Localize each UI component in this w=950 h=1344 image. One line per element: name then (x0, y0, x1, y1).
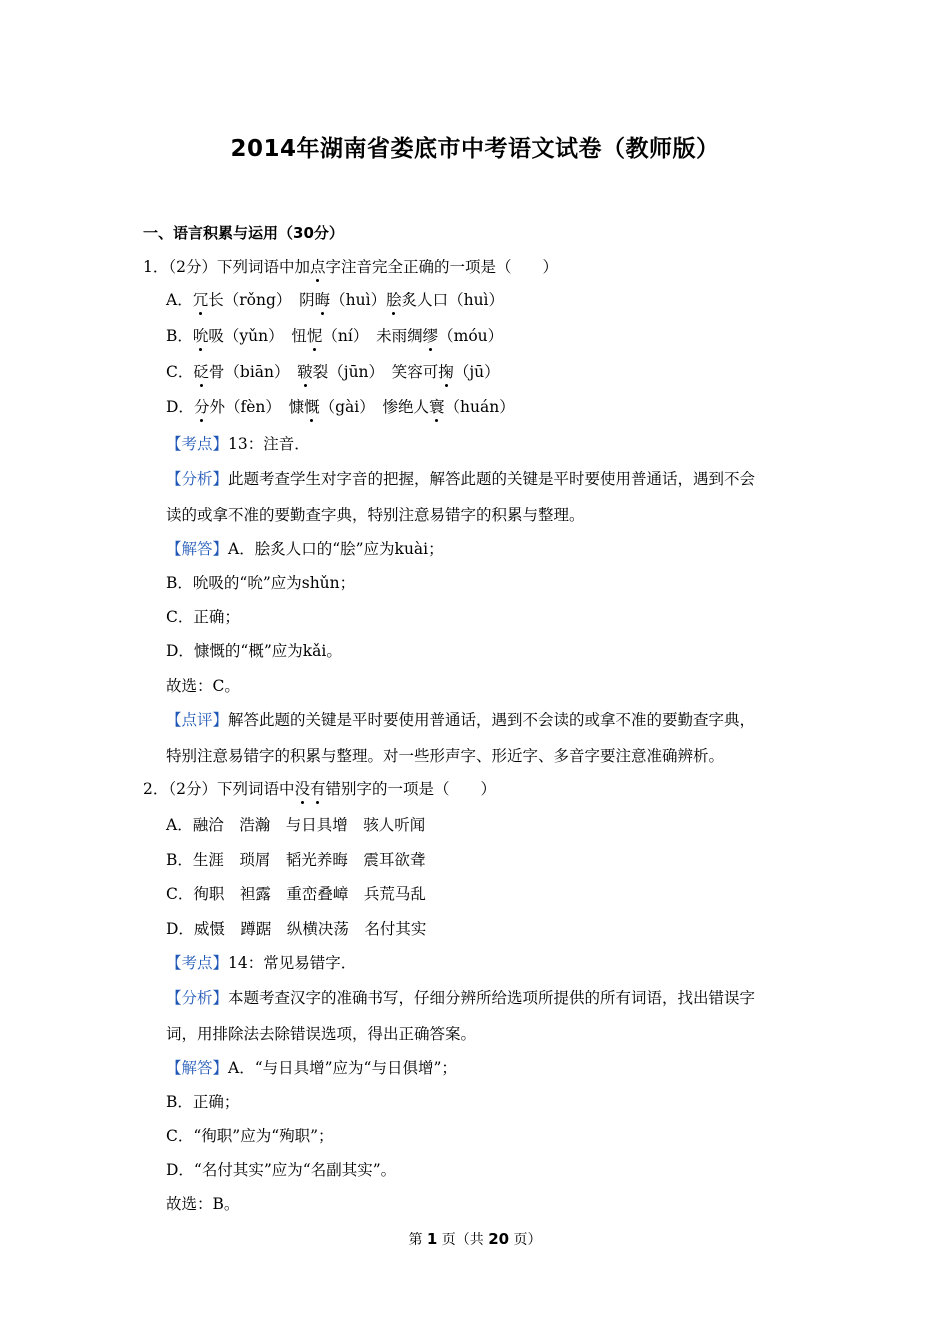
section-heading: 一、语言积累与运用（30分） (143, 224, 344, 242)
question-2-option-a: A．融洽 浩瀚 与日具增 骇人听闻 (166, 816, 426, 834)
question-1-option-d: D．分外（fèn） 慷慨（gài） 惨绝人寰（huán） (166, 398, 515, 416)
question-1-option-c: C．砭骨（biān） 皲裂（jūn） 笑容可掬（jū） (166, 363, 500, 381)
question-2-stem: 2．（2分）下列词语中没有错别字的一项是（ ） (143, 780, 497, 798)
question-1-option-b: B．吮吸（yǔn） 忸怩（ní） 未雨绸缪（móu） (166, 327, 504, 345)
question-2-fenxi-cont: 词，用排除法去除错误选项，得出正确答案。 (166, 1025, 477, 1043)
question-1-jieda-b: B．吮吸的“吮”应为shǔn； (166, 574, 356, 592)
question-2-fenxi: 【分析】本题考查汉字的准确书写，仔细分辨所给选项所提供的所有词语，找出错误字 (166, 989, 756, 1007)
question-2-option-d: D．威慑 蹲踞 纵横决荡 名付其实 (166, 920, 427, 938)
question-1-fenxi: 【分析】此题考查学生对字音的把握，解答此题的关键是平时要使用普通话，遇到不会 (166, 470, 756, 488)
question-2-answer: 故选：B。 (166, 1195, 240, 1213)
question-2-jieda: 【解答】A．“与日具增”应为“与日俱增”； (166, 1059, 457, 1077)
question-1-jieda-c: C．正确； (166, 608, 240, 626)
question-1-option-a: A．冗长（rǒng） 阴晦（huì）脍炙人口（huì） (166, 291, 505, 309)
question-2-jieda-d: D．“名付其实”应为“名副其实”。 (166, 1161, 397, 1179)
question-1-jieda-d: D．慷慨的“概”应为kǎi。 (166, 642, 342, 660)
question-1-dianping-cont: 特别注意易错字的积累与整理。对一些形声字、形近字、多音字要注意准确辨析。 (166, 747, 725, 765)
question-1-jieda: 【解答】A．脍炙人口的“脍”应为kuài； (166, 540, 444, 558)
question-1-fenxi-cont: 读的或拿不准的要勤查字典，特别注意易错字的积累与整理。 (166, 506, 585, 524)
question-1-answer: 故选：C。 (166, 677, 240, 695)
question-1-kaodian: 【考点】13：注音． (166, 435, 310, 453)
question-2-kaodian: 【考点】14：常见易错字． (166, 954, 357, 972)
question-1-dianping: 【点评】解答此题的关键是平时要使用普通话，遇到不会读的或拿不准的要勤查字典， (166, 711, 756, 729)
question-2-jieda-c: C．“徇职”应为“殉职”； (166, 1127, 334, 1145)
page-footer: 第 1 页（共 20 页） (408, 1230, 542, 1248)
question-2-jieda-b: B．正确； (166, 1093, 240, 1111)
page-title: 2014年湖南省娄底市中考语文试卷（教师版） (230, 136, 720, 162)
question-2-option-c: C．徇职 袒露 重峦叠嶂 兵荒马乱 (166, 885, 426, 903)
question-2-option-b: B．生涯 琐屑 韬光养晦 震耳欲聋 (166, 851, 426, 869)
question-1-stem: 1．（2分）下列词语中加点字注音完全正确的一项是（ ） (143, 258, 559, 276)
